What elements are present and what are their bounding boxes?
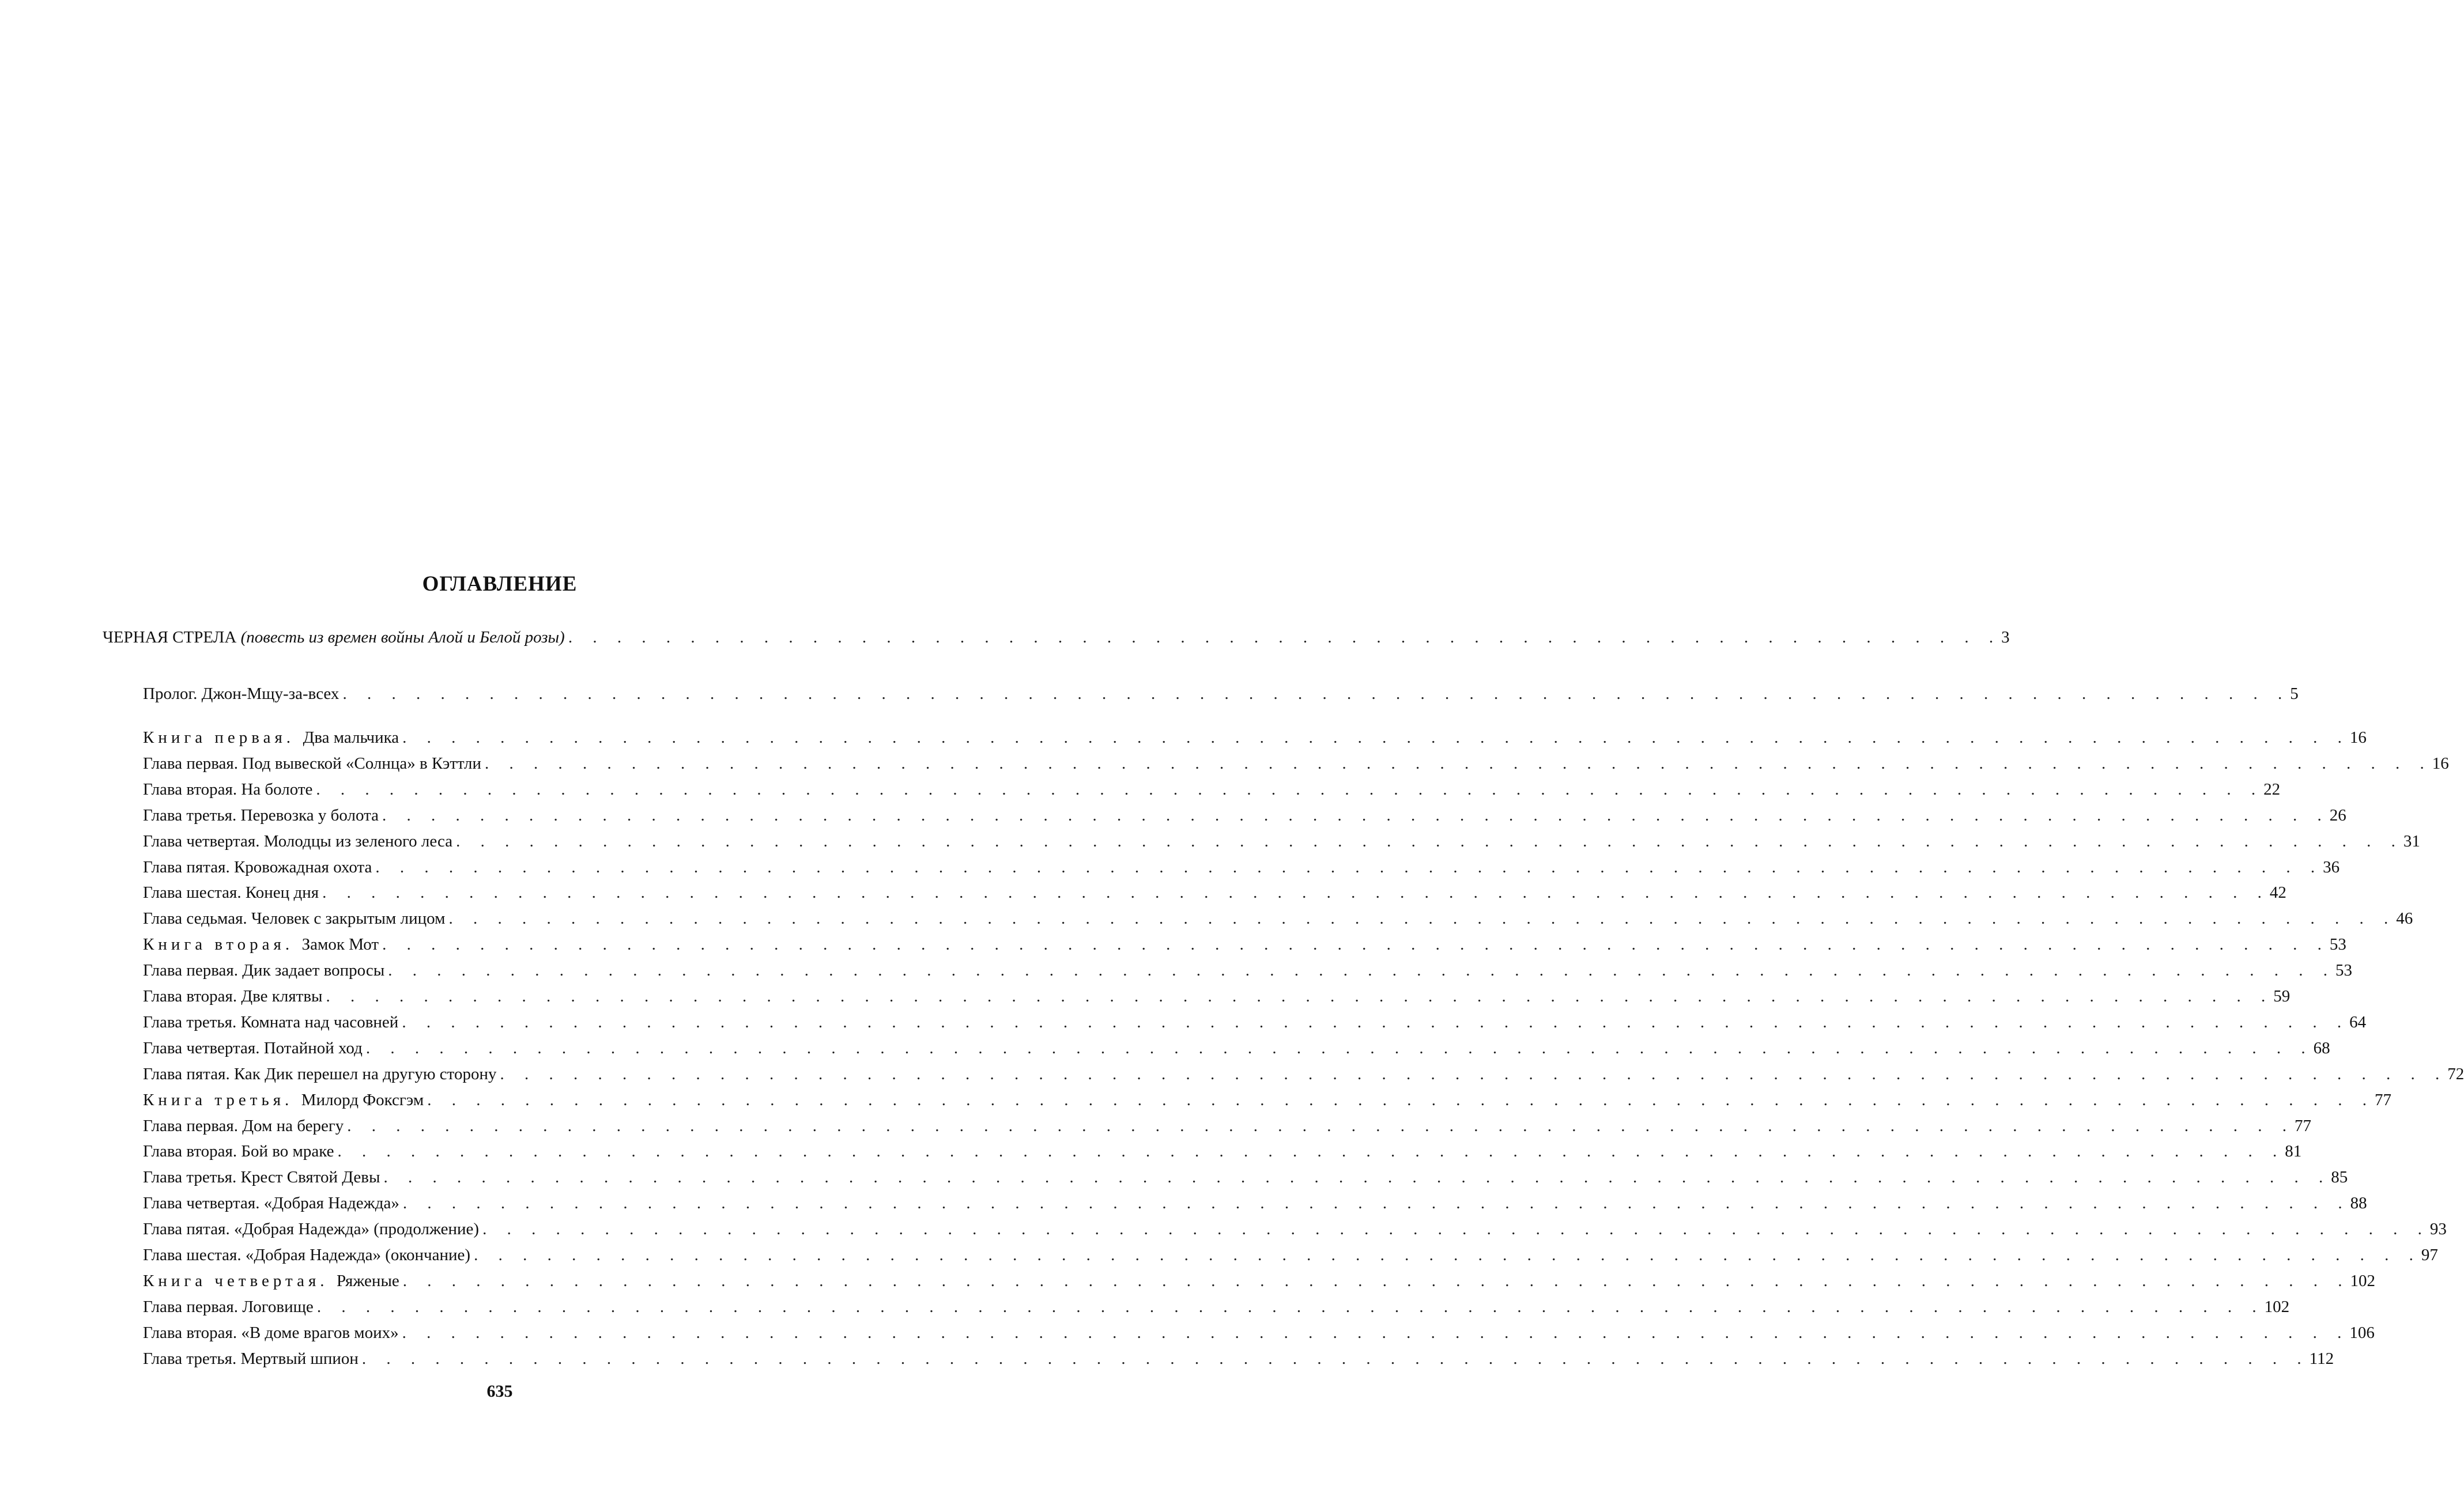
- entry-page-number: 106: [2349, 1324, 2375, 1342]
- entry-page-number: 77: [2295, 1117, 2312, 1135]
- chapter-entry: [143, 858, 2340, 881]
- entry-label: [143, 1065, 500, 1084]
- entry-page-number: 36: [2323, 858, 2340, 876]
- entry-label: [143, 1272, 403, 1291]
- entry-label: [143, 1117, 347, 1136]
- entry-label: [143, 1168, 383, 1187]
- leader-dots: . . . . . . . . . . . . . . . . . . . . . . . . . . . . . . . . . . . . . . . . . . . . . . . . . . . . . . . . . . . . . . . . . . . . . . . . . . . . . . . .: [326, 987, 2274, 1005]
- entry-title: Милорд Фоксгэм: [301, 1091, 424, 1109]
- entry-title: Глава первая. Дик задает вопросы: [143, 961, 385, 980]
- leader-dots: . . . . . . . . . . . . . . . . . . . . . . . . . . . . . . . . . . . . . . . . . . . . . . . . . . . . . . . . . . . . . . . . . . . . . . . . . . . . . . . .: [316, 780, 2264, 799]
- entry-label: [143, 1091, 427, 1110]
- entry-label: [143, 987, 326, 1006]
- entry-label: [143, 685, 342, 704]
- chapter-entry: [143, 1349, 2334, 1373]
- work-title: [103, 628, 568, 647]
- leader-dots: . . . . . . . . . . . . . . . . . . . . . . . . . . . . . . . . . . . . . . . . . . . . . . . . . . . . . . . . . . . . . . . . . . . . . . . . . . . . . . . .: [365, 1039, 2314, 1057]
- leader-dots: . . . . . . . . . . . . . . . . . . . . . . . . . . . . . . . . . . . . . . . . . . . . . . . . . . . . . . . . . . . . . . . . . . . . . . . . . . . . . . . .: [482, 1220, 2430, 1238]
- leader-dots: . . . . . . . . . . . . . . . . . . . . . . . . . . . . . . . . . . . . . . . . . . . . . . . . . . . . . . . . . . . . . . . . . . . . . . . . . . . . . . . .: [500, 1065, 2448, 1083]
- entry-title: Глава четвертая. «Добрая Надежда»: [143, 1194, 399, 1212]
- book-entry: [143, 1272, 2376, 1295]
- entry-page-number: 59: [2273, 987, 2291, 1005]
- entry-label: [143, 1324, 402, 1343]
- book-number: Книга вторая.: [143, 935, 294, 954]
- entry-title: Глава первая. Дом на берегу: [143, 1117, 344, 1135]
- entry-title: Глава первая. Под вывеской «Солнца» в Кэттли: [143, 754, 481, 773]
- chapter-entry: [143, 1039, 2330, 1062]
- chapter-entry: [143, 1246, 2438, 1269]
- entry-label: [143, 1220, 482, 1239]
- entry-title: Глава седьмая. Человек с закрытым лицом: [143, 909, 446, 928]
- chapter-entry: [143, 987, 2291, 1010]
- entry-label: [143, 1039, 366, 1058]
- leader-dots: . . . . . . . . . . . . . . . . . . . . . . . . . . . . . . . . . . . . . . . . . . . . . . . . . . . . . . . . . . . . . . . . . . . . . . . . . . . . . . . .: [402, 1272, 2350, 1290]
- entry-title: Замок Мот: [301, 935, 379, 954]
- chapter-entry: [143, 1013, 2367, 1036]
- entry-title: Глава пятая. «Добрая Надежда» (продолжение): [143, 1220, 480, 1238]
- entry-page-number: 5: [2290, 685, 2299, 703]
- entry-label: [143, 832, 456, 851]
- chapter-entry: [143, 1194, 2367, 1217]
- work-page-number: 3: [2001, 628, 2010, 647]
- leader-dots: . . . . . . . . . . . . . . . . . . . . . . . . . . . . . . . . . . . . . . . . . . . . . . . . . . . . . . . . . . . . . . . . . . . . . . . . . . . . . . . .: [375, 858, 2323, 876]
- book-number: Книга третья.: [143, 1091, 293, 1109]
- chapter-entry: [143, 1142, 2302, 1165]
- entry-page-number: 93: [2429, 1220, 2447, 1238]
- book-number: Книга первая.: [143, 728, 295, 747]
- entry-page-number: 102: [2264, 1298, 2290, 1316]
- chapter-entry: [143, 909, 2413, 932]
- leader-dots: . . . . . . . . . . . . . . . . . . . . . . . . . . . . . . . . . . . . . . . . . . . . . . . . . . . . . . . . . . . . . . . . . . . . . . . . . . . . . . . .: [402, 728, 2350, 747]
- entry-label: [143, 858, 375, 877]
- leader-dots: . . . . . . . . . . . . . . . . . . . . . . . . . . . . . . . . . . . . . . . . . . . . . . . . . . . . . . . . . . . . . . . . . . . . . . . . . . . . . . . .: [485, 754, 2432, 773]
- entry-label: [143, 1142, 337, 1161]
- book-entry: [143, 728, 2367, 751]
- entry-label: [143, 1194, 403, 1213]
- work-subtitle: (повесть из времен войны Алой и Белой розы): [240, 628, 565, 647]
- entry-page-number: 31: [2403, 832, 2420, 850]
- chapter-entry: [143, 1324, 2375, 1347]
- entry-label: [143, 728, 402, 747]
- entry-page-number: 112: [2309, 1349, 2334, 1368]
- leader-dots: . . . . . . . . . . . . . . . . . . . . . . . . . . . . . . . . . . . . . . . . . . . . . . . . . . . . . . . . . . . . . . . . . . . . . . . . . . . . . . . .: [402, 1013, 2350, 1031]
- entry-label: [143, 754, 485, 773]
- entry-title: Глава вторая. На болоте: [143, 780, 313, 799]
- entry-page-number: 26: [2329, 806, 2346, 825]
- entry-title: Глава четвертая. Молодцы из зеленого леса: [143, 832, 453, 850]
- leader-dots: . . . . . . . . . . . . . . . . . . . . . . . . . . . . . . . . . . . . . . . . . . . . . . . . . . . . . . . . . . .: [568, 628, 2002, 647]
- entry-title: Глава шестая. Конец дня: [143, 883, 319, 902]
- chapter-entry: [143, 1298, 2290, 1321]
- book-entry: [143, 1091, 2392, 1114]
- leader-dots: . . . . . . . . . . . . . . . . . . . . . . . . . . . . . . . . . . . . . . . . . . . . . . . . . . . . . . . . . . . . . . . . . . . . . . . . . . . . . . . .: [388, 961, 2336, 980]
- entry-title: Пролог. Джон-Мщу-за-всех: [143, 685, 339, 703]
- entry-title: Глава пятая. Как Дик перешел на другую сторону: [143, 1065, 497, 1083]
- page-title: ОГЛАВЛЕНИЕ: [422, 572, 578, 596]
- leader-dots: . . . . . . . . . . . . . . . . . . . . . . . . . . . . . . . . . . . . . . . . . . . . . . . . . . . . . . . . . . . . . . . . . . . . . . . . . . . . . . . .: [402, 1324, 2350, 1342]
- leader-dots: . . . . . . . . . . . . . . . . . . . . . . . . . . . . . . . . . . . . . . . . . . . . . . . . . . . . . . . . . . . . . . . . . . . . . . . . . . . . . . . .: [383, 1168, 2331, 1186]
- entry-page-number: 46: [2396, 909, 2413, 928]
- entry-label: [143, 780, 316, 799]
- entry-page-number: 97: [2421, 1246, 2438, 1264]
- entry-page-number: 53: [2335, 961, 2353, 980]
- chapter-entry: [143, 685, 2299, 708]
- chapter-entry: [143, 961, 2353, 984]
- entry-label: [143, 806, 382, 825]
- leader-dots: . . . . . . . . . . . . . . . . . . . . . . . . . . . . . . . . . . . . . . . . . . . . . . . . . . . . . . . . . . . . . . . . . . . . . . . . . . . . . . . .: [427, 1091, 2375, 1109]
- entry-page-number: 102: [2350, 1272, 2376, 1290]
- entry-label: [143, 961, 388, 980]
- entry-title: Глава вторая. Бой во мраке: [143, 1142, 334, 1160]
- leader-dots: . . . . . . . . . . . . . . . . . . . . . . . . . . . . . . . . . . . . . . . . . . . . . . . . . . . . . . . . . . . . . . . . . . . . . . . . . . . . . . . .: [322, 883, 2270, 902]
- entry-title: Глава третья. Перевозка у болота: [143, 806, 379, 825]
- work-entry: [103, 628, 2010, 651]
- entry-page-number: 22: [2263, 780, 2281, 799]
- entry-title: Глава третья. Крест Святой Девы: [143, 1168, 380, 1186]
- chapter-entry: [143, 1168, 2348, 1191]
- entry-page-number: 81: [2285, 1142, 2302, 1160]
- entry-title: Глава первая. Логовище: [143, 1298, 314, 1316]
- entry-page-number: 77: [2375, 1091, 2392, 1109]
- leader-dots: . . . . . . . . . . . . . . . . . . . . . . . . . . . . . . . . . . . . . . . . . . . . . . . . . . . . . . . . . . . . . . . . . . . . . . . . . . . . . . . .: [448, 909, 2397, 928]
- entry-label: [143, 1013, 402, 1032]
- entry-title: Ряженые: [337, 1272, 399, 1290]
- chapter-entry: [143, 780, 2281, 803]
- entry-title: Глава третья. Мертвый шпион: [143, 1349, 359, 1368]
- entry-title: Глава четвертая. Потайной ход: [143, 1039, 363, 1057]
- chapter-entry: [143, 1117, 2312, 1140]
- leader-dots: . . . . . . . . . . . . . . . . . . . . . . . . . . . . . . . . . . . . . . . . . . . . . . . . . . . . . . . . . . . . . . . . . . . . . . . . . . . . . . . .: [474, 1246, 2421, 1264]
- chapter-entry: [143, 806, 2346, 829]
- entry-page-number: 85: [2331, 1168, 2348, 1186]
- entry-title: Глава вторая. «В доме врагов моих»: [143, 1324, 399, 1342]
- leader-dots: . . . . . . . . . . . . . . . . . . . . . . . . . . . . . . . . . . . . . . . . . . . . . . . . . . . . . . . . . . . . . . . . . . . . . . . . . . . . . . . .: [456, 832, 2403, 850]
- entry-label: [143, 909, 448, 928]
- entry-label: [143, 883, 322, 902]
- leader-dots: . . . . . . . . . . . . . . . . . . . . . . . . . . . . . . . . . . . . . . . . . . . . . . . . . . . . . . . . . . . . . . . . . . . . . . . . . . . . . . . .: [316, 1298, 2265, 1316]
- entry-page-number: 53: [2329, 935, 2346, 954]
- entry-title: Два мальчика: [303, 728, 399, 747]
- entry-label: [143, 1246, 474, 1265]
- entry-label: [143, 1349, 362, 1369]
- leader-dots: . . . . . . . . . . . . . . . . . . . . . . . . . . . . . . . . . . . . . . . . . . . . . . . . . . . . . . . . . . . . . . . . . . . . . . . . . . . . . . . .: [402, 1194, 2350, 1212]
- folio-page-number: 635: [486, 1382, 513, 1401]
- chapter-entry: [143, 1065, 2464, 1088]
- leader-dots: . . . . . . . . . . . . . . . . . . . . . . . . . . . . . . . . . . . . . . . . . . . . . . . . . . . . . . . . . . . . . . . . . . . . . . . . . . . . . . . .: [342, 685, 2291, 703]
- book-entry: [143, 935, 2346, 958]
- entry-title: Глава вторая. Две клятвы: [143, 987, 323, 1005]
- entry-page-number: 16: [2349, 728, 2367, 747]
- leader-dots: . . . . . . . . . . . . . . . . . . . . . . . . . . . . . . . . . . . . . . . . . . . . . . . . . . . . . . . . . . . . . . . . . . . . . . . . . . . . . . . .: [347, 1117, 2295, 1135]
- entry-page-number: 64: [2349, 1013, 2367, 1031]
- entry-title: Глава третья. Комната над часовней: [143, 1013, 399, 1031]
- leader-dots: . . . . . . . . . . . . . . . . . . . . . . . . . . . . . . . . . . . . . . . . . . . . . . . . . . . . . . . . . . . . . . . . . . . . . . . . . . . . . . . .: [382, 935, 2330, 954]
- entry-title: Глава шестая. «Добрая Надежда» (окончание): [143, 1246, 471, 1264]
- entry-page-number: 42: [2269, 883, 2286, 902]
- chapter-entry: [143, 832, 2420, 855]
- chapter-entry: [143, 1220, 2447, 1243]
- work-title-text: ЧЕРНАЯ СТРЕЛА: [103, 628, 237, 647]
- book-number: Книга четвертая.: [143, 1272, 329, 1290]
- entry-label: [143, 1298, 317, 1317]
- leader-dots: . . . . . . . . . . . . . . . . . . . . . . . . . . . . . . . . . . . . . . . . . . . . . . . . . . . . . . . . . . . . . . . . . . . . . . . . . . . . . . . .: [337, 1142, 2285, 1160]
- entry-page-number: 88: [2350, 1194, 2367, 1212]
- chapter-entry: [143, 754, 2449, 777]
- leader-dots: . . . . . . . . . . . . . . . . . . . . . . . . . . . . . . . . . . . . . . . . . . . . . . . . . . . . . . . . . . . . . . . . . . . . . . . . . . . . . . . .: [382, 806, 2330, 825]
- leader-dots: . . . . . . . . . . . . . . . . . . . . . . . . . . . . . . . . . . . . . . . . . . . . . . . . . . . . . . . . . . . . . . . . . . . . . . . . . . . . . . . .: [361, 1349, 2310, 1368]
- chapter-entry: [143, 883, 2286, 906]
- entry-page-number: 72: [2447, 1065, 2464, 1083]
- entry-label: [143, 935, 382, 954]
- entry-page-number: 16: [2432, 754, 2449, 773]
- entry-title: Глава пятая. Кровожадная охота: [143, 858, 372, 876]
- entry-page-number: 68: [2313, 1039, 2330, 1057]
